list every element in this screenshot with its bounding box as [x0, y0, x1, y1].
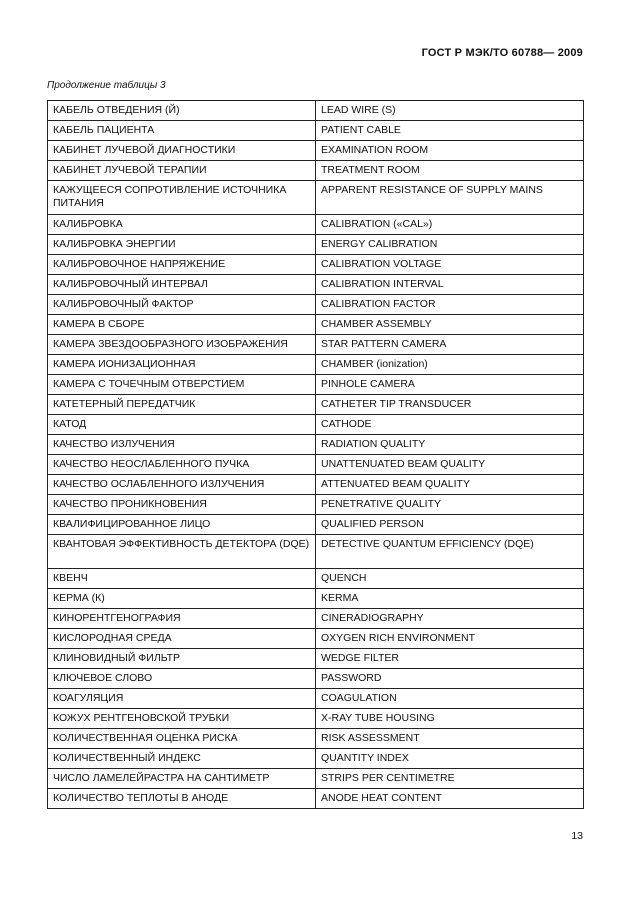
term-english: WEDGE FILTER [316, 649, 584, 669]
term-english: OXYGEN RICH ENVIRONMENT [316, 629, 584, 649]
table-continuation-label: Продолжение таблицы 3 [47, 80, 166, 91]
term-english: ATTENUATED BEAM QUALITY [316, 475, 584, 495]
table-row [48, 215, 584, 235]
term-english: DETECTIVE QUANTUM EFFICIENCY (DQE) [316, 535, 584, 569]
table-row [48, 101, 584, 121]
term-russian: КИСЛОРОДНАЯ СРЕДА [48, 629, 316, 649]
term-english: EXAMINATION ROOM [316, 141, 584, 161]
term-english: LEAD WIRE (S) [316, 101, 584, 121]
term-russian: КАМЕРА С ТОЧЕЧНЫМ ОТВЕРСТИЕМ [48, 375, 316, 395]
table-row [48, 375, 584, 395]
table-row [48, 295, 584, 315]
table-row [48, 315, 584, 335]
table-row [48, 789, 584, 809]
term-english: ANODE HEAT CONTENT [316, 789, 584, 809]
table-row [48, 355, 584, 375]
table-row [48, 649, 584, 669]
table-row [48, 515, 584, 535]
term-english: RADIATION QUALITY [316, 435, 584, 455]
table-row [48, 435, 584, 455]
term-russian: КАБИНЕТ ЛУЧЕВОЙ ТЕРАПИИ [48, 161, 316, 181]
table-row [48, 669, 584, 689]
term-russian: КВАНТОВАЯ ЭФФЕКТИВНОСТЬ ДЕТЕКТОРА (DQE) [48, 535, 316, 569]
term-english: APPARENT RESISTANCE OF SUPPLY MAINS [316, 181, 584, 215]
term-english: CATHETER TIP TRANSDUCER [316, 395, 584, 415]
term-russian: КАЖУЩЕЕСЯ СОПРОТИВЛЕНИЕ ИСТОЧНИКА ПИТАНИЯ [48, 181, 316, 215]
term-russian: КАЧЕСТВО ПРОНИКНОВЕНИЯ [48, 495, 316, 515]
term-english: CHAMBER (ionization) [316, 355, 584, 375]
page-number: 13 [571, 830, 583, 842]
term-english: CALIBRATION VOLTAGE [316, 255, 584, 275]
term-english: PINHOLE CAMERA [316, 375, 584, 395]
term-english: CALIBRATION INTERVAL [316, 275, 584, 295]
table-row [48, 161, 584, 181]
table-row [48, 689, 584, 709]
term-russian: КАМЕРА ИОНИЗАЦИОННАЯ [48, 355, 316, 375]
term-english: CHAMBER ASSEMBLY [316, 315, 584, 335]
table-row [48, 495, 584, 515]
term-english: PENETRATIVE QUALITY [316, 495, 584, 515]
term-russian: КОЛИЧЕСТВЕННЫЙ ИНДЕКС [48, 749, 316, 769]
table-row [48, 535, 584, 569]
table-row [48, 275, 584, 295]
table-row [48, 569, 584, 589]
term-russian: КАБЕЛЬ ОТВЕДЕНИЯ (Й) [48, 101, 316, 121]
table-row [48, 235, 584, 255]
term-russian: ЧИСЛО ЛАМЕЛЕЙРАСТРА НА САНТИМЕТР [48, 769, 316, 789]
term-russian: КОЛИЧЕСТВО ТЕПЛОТЫ В АНОДЕ [48, 789, 316, 809]
term-russian: КАМЕРА ЗВЕЗДООБРАЗНОГО ИЗОБРАЖЕНИЯ [48, 335, 316, 355]
document-header: ГОСТ Р МЭК/ТО 60788— 2009 [421, 47, 583, 59]
term-russian: КВАЛИФИЦИРОВАННОЕ ЛИЦО [48, 515, 316, 535]
term-english: X-RAY TUBE HOUSING [316, 709, 584, 729]
table-row [48, 475, 584, 495]
term-english: TREATMENT ROOM [316, 161, 584, 181]
table-row [48, 415, 584, 435]
term-english: PATIENT CABLE [316, 121, 584, 141]
term-russian: КОЛИЧЕСТВЕННАЯ ОЦЕНКА РИСКА [48, 729, 316, 749]
term-english: STRIPS PER CENTIMETRE [316, 769, 584, 789]
table-row [48, 749, 584, 769]
term-russian: КАЧЕСТВО НЕОСЛАБЛЕННОГО ПУЧКА [48, 455, 316, 475]
term-english: STAR PATTERN CAMERA [316, 335, 584, 355]
table-row [48, 729, 584, 749]
term-english: KERMA [316, 589, 584, 609]
table-row [48, 181, 584, 215]
term-russian: КАБЕЛЬ ПАЦИЕНТА [48, 121, 316, 141]
term-russian: КАТЕТЕРНЫЙ ПЕРЕДАТЧИК [48, 395, 316, 415]
table-row [48, 455, 584, 475]
terms-table [47, 100, 584, 809]
term-english: RISK ASSESSMENT [316, 729, 584, 749]
term-english: CALIBRATION FACTOR [316, 295, 584, 315]
term-russian: КОАГУЛЯЦИЯ [48, 689, 316, 709]
term-russian: КОЖУХ РЕНТГЕНОВСКОЙ ТРУБКИ [48, 709, 316, 729]
term-russian: КАЛИБРОВКА ЭНЕРГИИ [48, 235, 316, 255]
term-russian: КВЕНЧ [48, 569, 316, 589]
table-row [48, 335, 584, 355]
term-russian: КАЧЕСТВО ОСЛАБЛЕННОГО ИЗЛУЧЕНИЯ [48, 475, 316, 495]
term-russian: КЛЮЧЕВОЕ СЛОВО [48, 669, 316, 689]
term-russian: КАЧЕСТВО ИЗЛУЧЕНИЯ [48, 435, 316, 455]
term-russian: КАЛИБРОВОЧНЫЙ ФАКТОР [48, 295, 316, 315]
term-english: CATHODE [316, 415, 584, 435]
term-russian: КЕРМА (К) [48, 589, 316, 609]
term-english: PASSWORD [316, 669, 584, 689]
table-row [48, 255, 584, 275]
table-row [48, 709, 584, 729]
term-english: QUENCH [316, 569, 584, 589]
table-row [48, 141, 584, 161]
term-russian: КИНОРЕНТГЕНОГРАФИЯ [48, 609, 316, 629]
table-row [48, 609, 584, 629]
term-russian: КАБИНЕТ ЛУЧЕВОЙ ДИАГНОСТИКИ [48, 141, 316, 161]
table-row [48, 769, 584, 789]
term-english: QUANTITY INDEX [316, 749, 584, 769]
term-english: QUALIFIED PERSON [316, 515, 584, 535]
term-russian: КАЛИБРОВОЧНЫЙ ИНТЕРВАЛ [48, 275, 316, 295]
terms-table-body [48, 101, 584, 809]
term-english: UNATTENUATED BEAM QUALITY [316, 455, 584, 475]
term-russian: КАЛИБРОВОЧНОЕ НАПРЯЖЕНИЕ [48, 255, 316, 275]
table-row [48, 589, 584, 609]
table-row [48, 629, 584, 649]
table-row [48, 121, 584, 141]
term-russian: КАТОД [48, 415, 316, 435]
term-english: COAGULATION [316, 689, 584, 709]
term-english: ENERGY CALIBRATION [316, 235, 584, 255]
table-row [48, 395, 584, 415]
term-russian: КАЛИБРОВКА [48, 215, 316, 235]
term-english: CALIBRATION («CAL») [316, 215, 584, 235]
term-russian: КАМЕРА В СБОРЕ [48, 315, 316, 335]
term-english: CINERADIOGRAPHY [316, 609, 584, 629]
term-russian: КЛИНОВИДНЫЙ ФИЛЬТР [48, 649, 316, 669]
